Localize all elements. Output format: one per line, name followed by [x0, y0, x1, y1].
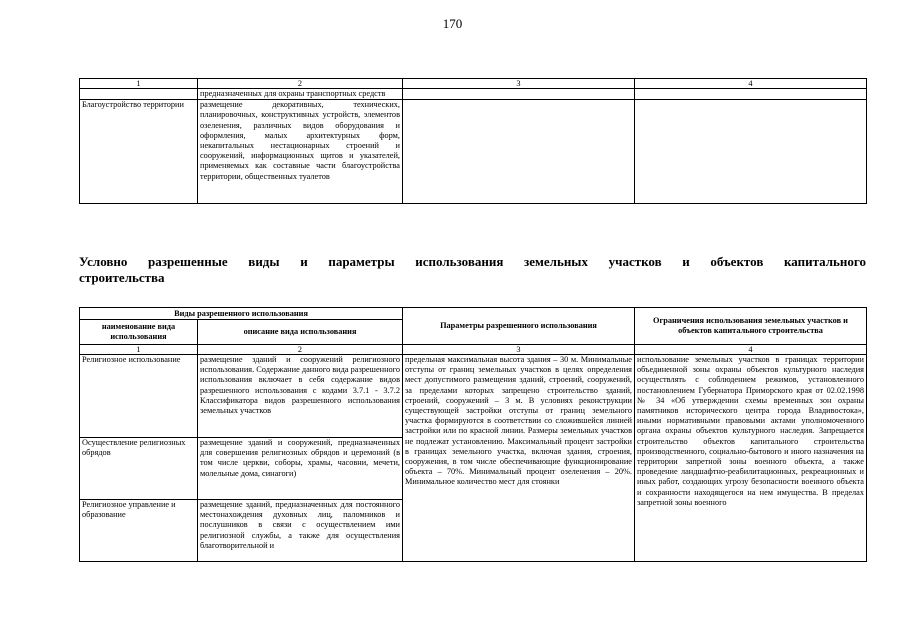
restrictions-cell: использование земельных участков в границах территории объединенной зоны охраны объектов культурного наследия осуществлять с соблюдением режимов, установленного постановлением Губернатора Приморского края от 02.02.1998 № 34 «Об утверждении схемы временных зон охраны памятников исторического центра города Владивостока», иными нормативными правовыми актами уполномоченного органа охраны объектов культурного наследия. Запрещается строительство объектов капитального строительства производственного, социально-бытового и иного назначения на территории запретной зоны военного объекта, а также проведение ландшафтно-реабилитационных, рекреационных и иных работ, создающих угрозу безопасности военного объекта и сохранности находящегося на нем имущества. В пределах запретной зоны военного — [635, 355, 867, 562]
section-heading-line2: строительства — [79, 270, 165, 285]
col-number-3: 3 — [403, 79, 635, 89]
col-number-1: 1 — [80, 345, 198, 355]
col-number-1: 1 — [80, 79, 198, 89]
restrictions-cell — [635, 89, 867, 100]
use-description-cell: размещение зданий и сооружений религиозного использования. Содержание данного вида разрешенного использования включает в себя содержание видов разрешенного использования с кодами 3.7.1 - 3.7.2 Классификатора видов разрешенного использования земельных участков — [198, 355, 403, 438]
header-use-description: описание вида использования — [198, 320, 403, 345]
header-use-name: наименование вида использования — [80, 320, 198, 345]
section-heading — [79, 254, 866, 286]
col-number-4: 4 — [635, 345, 867, 355]
use-name-cell: Религиозное использование — [80, 355, 198, 438]
col-number-3: 3 — [403, 345, 635, 355]
table-row — [80, 100, 867, 204]
page-number: 170 — [442, 16, 463, 31]
use-description-cell: размещение декоративных, технических, планировочных, конструктивных устройств, элементов озеленения, различных видов оборудования и оформления, малых архитектурных форм, некапитальных нестационарных строений и сооружений, информационных щитов и указателей, применяемых как составные части благоустройства территории, общественных туалетов — [198, 100, 403, 204]
col-number-4: 4 — [635, 79, 867, 89]
conditional-uses-table — [79, 307, 867, 562]
table-row — [80, 89, 867, 100]
table-row — [80, 355, 867, 438]
parameters-cell — [403, 100, 635, 204]
parameters-cell — [403, 89, 635, 100]
use-description-cell: размещение зданий и сооружений, предназначенных для совершения религиозных обрядов и церемоний (в том числе церкви, соборы, храмы, часовни, мечети, молельные дома, синагоги) — [198, 438, 403, 500]
use-description-cell: размещение зданий, предназначенных для постоянного местонахождения духовных лиц, паломников и послушников в связи с осуществлением ими религиозной службы, а также для осуществления благотворительной и — [198, 500, 403, 562]
use-description-cell: предназначенных для охраны транспортных средств — [198, 89, 403, 100]
header-group: Виды разрешенного использования — [80, 308, 403, 320]
use-name-cell: Благоустройство территории — [80, 100, 198, 204]
col-number-2: 2 — [198, 79, 403, 89]
use-name-cell: Осуществление религиозных обрядов — [80, 438, 198, 500]
continuation-table — [79, 78, 867, 204]
col-number-2: 2 — [198, 345, 403, 355]
parameters-cell: предельная максимальная высота здания – 30 м. Минимальные отступы от границ земельных участков в целях определения мест допустимого размещения зданий, строений, сооружений, за пределами которых запрещено строительство зданий, строений, сооружений – 3 м. В условиях реконструкции существующей застройки отступы от границ земельного участка формируются в соответствии со сложившейся линией застройки или по красной линии. Размеры земельных участков не подлежат установлению. Максимальный процент застройки в границах земельного участка, включая здания, строения, сооружения, в том числе обеспечивающие функционирование объекта – 70%. Минимальный процент озеленения – 20%. Минимальное количество мест для стоянки — [403, 355, 635, 562]
header-restrictions: Ограничения использования земельных участков и объектов капитального строительства — [635, 308, 867, 345]
use-name-cell — [80, 89, 198, 100]
restrictions-cell — [635, 100, 867, 204]
header-parameters: Параметры разрешенного использования — [403, 308, 635, 345]
section-heading-line1: Условно разрешенные виды и параметры использования земельных участков и объектов капитального — [79, 254, 866, 269]
use-name-cell: Религиозное управление и образование — [80, 500, 198, 562]
